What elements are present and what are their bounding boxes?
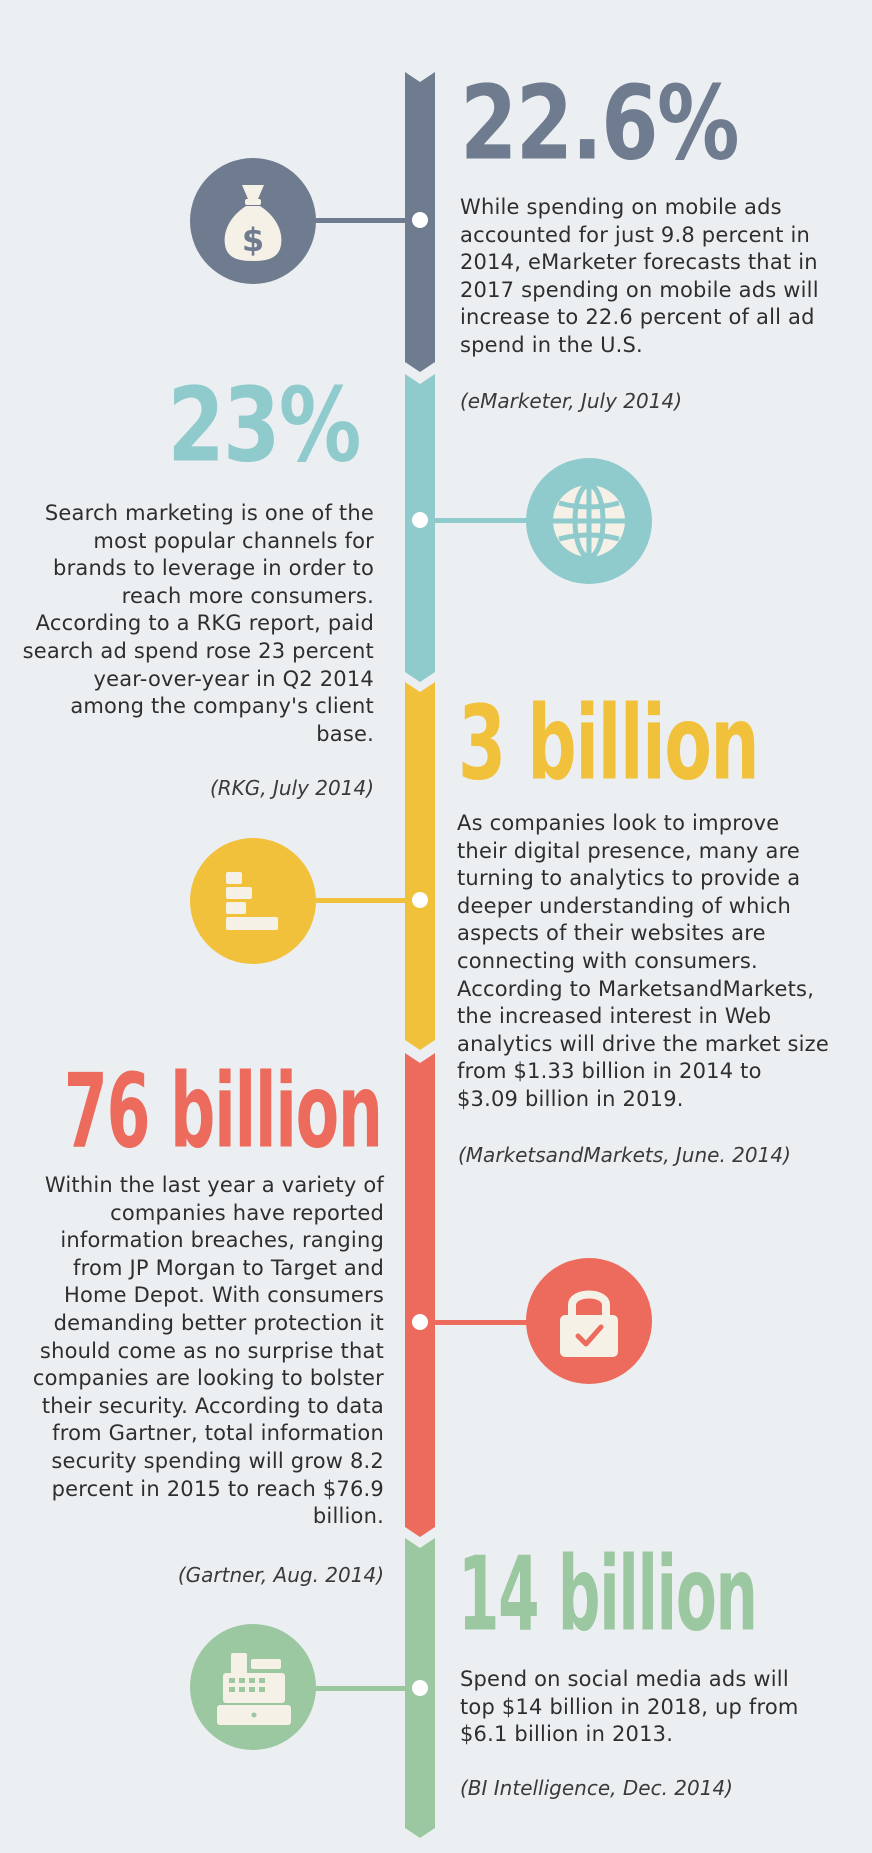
- stat-2-description: Search marketing is one of the most popular channels for brands to leverage in order to reach more consumers. According to a RKG report, paid search ad spend rose 23 percent year-over-year in Q2 2014 among the company's client base.: [22, 501, 374, 746]
- timeline-segment-3: [405, 682, 435, 1050]
- stat-2-source: (RKG, July 2014): [209, 776, 374, 800]
- connector-arm-1: [305, 218, 420, 223]
- timeline-dot-3: [412, 892, 428, 908]
- stat-1-value: 22.6%: [460, 63, 738, 184]
- stat-3-value: 3 billion: [458, 683, 759, 804]
- padlock-icon: [526, 1258, 652, 1384]
- stat-1-description: While spending on mobile ads accounted for just 9.8 percent in 2014, eMarketer forecasts that in 2017 spending on mobile ads will increase to 22.6 percent of all ad spend in the U.S.: [460, 195, 819, 357]
- timeline-dot-4: [412, 1314, 428, 1330]
- timeline-dot-5: [412, 1680, 428, 1696]
- timeline-segment-2: [405, 374, 435, 682]
- cash-register-icon: [190, 1624, 316, 1750]
- stat-5-value: 14 billion: [458, 1534, 757, 1655]
- globe-icon: [526, 458, 652, 584]
- money-bag-icon: [190, 158, 316, 284]
- connector-arm-2: [420, 518, 535, 523]
- timeline-dot-1: [412, 212, 428, 228]
- stat-3-source: (MarketsandMarkets, June. 2014): [458, 1143, 791, 1167]
- bar-chart-icon: [190, 838, 316, 964]
- stat-4-description: Within the last year a variety of companies have reported information breaches, ranging from JP Morgan to Target and Home Depot. With consumers demanding better protection it should come as no surprise that companies are looking to bolster their security. According to data from Gartner, total information security spending will grow 8.2 percent in 2015 to reach $76.9 billion.: [32, 1173, 384, 1529]
- connector-arm-3: [305, 898, 420, 903]
- svg-text:$: $: [241, 221, 265, 259]
- stat-2-value: 23%: [167, 365, 360, 486]
- timeline-segment-4: [405, 1053, 435, 1537]
- stat-4-value: 76 billion: [64, 1051, 382, 1172]
- stat-3-description: As companies look to improve their digital presence, many are turning to analytics to provide a deeper understanding of which aspects of their websites are connecting with consumers. According to MarketsandMarkets, the increased interest in Web analytics will drive the market size from $1.33 billion in 2014 to $3.09 billion in 2019.: [457, 811, 829, 1111]
- connector-arm-4: [420, 1320, 535, 1325]
- stat-1-source: (eMarketer, July 2014): [460, 389, 683, 413]
- connector-arm-5: [305, 1686, 420, 1691]
- stat-5-source: (BI Intelligence, Dec. 2014): [460, 1776, 733, 1800]
- stat-5-description: Spend on social media ads will top $14 billion in 2018, up from $6.1 billion in 2013.: [460, 1667, 799, 1747]
- timeline-dot-2: [412, 512, 428, 528]
- stat-4-source: (Gartner, Aug. 2014): [177, 1563, 384, 1587]
